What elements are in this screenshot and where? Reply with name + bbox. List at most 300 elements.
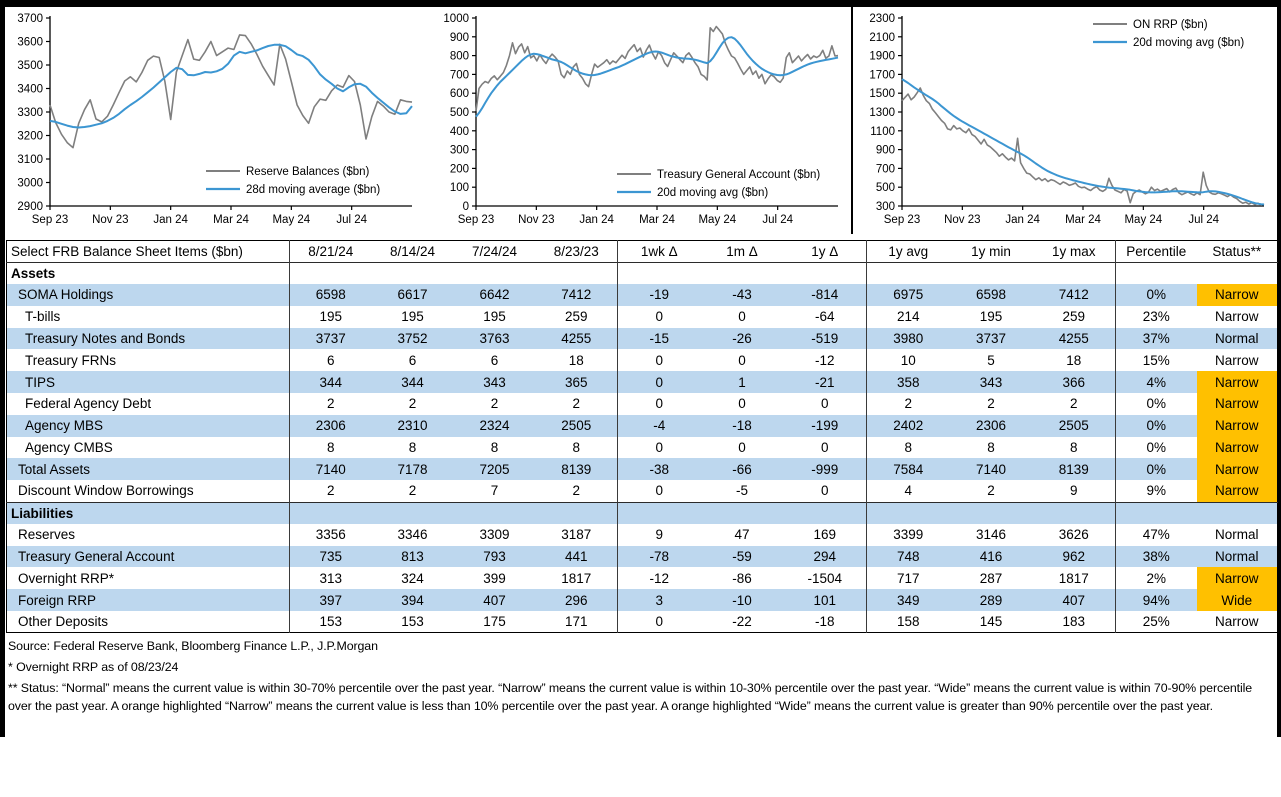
value-cell: 9% [1116, 480, 1197, 502]
status-cell: Narrow [1197, 371, 1278, 393]
y-tick-label: 3700 [17, 13, 43, 25]
value-cell: 4 [867, 480, 950, 502]
table-row [7, 306, 1278, 328]
value-cell: 9 [618, 524, 701, 546]
value-cell: 1817 [561, 570, 592, 586]
value-cell [784, 502, 867, 524]
value-cell [950, 262, 1033, 284]
row-label: Treasury Notes and Bonds [25, 331, 186, 347]
value-cell: 344 [401, 374, 424, 390]
x-tick-label: Jul 24 [336, 214, 368, 226]
footnotes [8, 638, 1274, 719]
y-tick-label: 300 [449, 144, 469, 157]
value-cell: -814 [811, 287, 839, 303]
table-row [7, 393, 1278, 415]
value-cell: 25% [1116, 611, 1197, 633]
value-cell [867, 262, 950, 284]
y-tick-label: 200 [449, 163, 469, 176]
chart-reserve-balances [6, 8, 420, 234]
value-cell: 6 [408, 352, 417, 368]
value-cell: 962 [1062, 549, 1086, 565]
value-cell: 2306 [975, 418, 1007, 434]
value-cell: 2 [290, 393, 372, 415]
table-row [7, 611, 1278, 633]
table-row [7, 284, 1278, 306]
value-cell: 175 [483, 614, 506, 630]
value-cell: -21 [814, 374, 835, 390]
y-tick-label: 1900 [869, 50, 895, 63]
y-tick-label: 3100 [17, 154, 43, 166]
column-header: 8/14/24 [389, 243, 436, 259]
value-cell: -38 [618, 458, 701, 480]
value-cell: -18 [814, 614, 835, 630]
column-header: Status** [1212, 243, 1262, 259]
series-line-line_blue [50, 45, 412, 128]
reserve-balances-plot [6, 8, 420, 234]
value-cell: 18 [568, 352, 584, 368]
value-cell: 3737 [975, 331, 1007, 347]
value-cell: 259 [564, 309, 588, 325]
value-cell: 0 [618, 611, 701, 633]
value-cell: 7412 [561, 287, 592, 303]
value-cell: 37% [1116, 328, 1197, 350]
value-cell: 7178 [397, 461, 428, 477]
column-header: 8/23/23 [553, 243, 599, 259]
row-label: Agency CMBS [25, 440, 113, 456]
table-row [7, 524, 1278, 546]
y-tick-label: 1500 [869, 88, 895, 101]
y-tick-label: 1100 [870, 125, 895, 138]
source-note: Source: Federal Reserve Bank, Bloomberg Finance L.P., J.P.Morgan [8, 639, 378, 653]
rrp-asof-note: * Overnight RRP as of 08/23/24 [8, 659, 179, 674]
value-cell: -12 [814, 352, 835, 368]
value-cell [454, 502, 536, 524]
row-label: Treasury FRNs [25, 352, 117, 368]
value-cell: 18 [1066, 352, 1082, 368]
row-label: Reserves [18, 527, 76, 543]
row-label: Overnight RRP* [18, 570, 115, 586]
value-cell [867, 502, 950, 524]
value-cell [1116, 502, 1197, 524]
legend-label: 28d moving average ($bn) [246, 184, 381, 196]
table-row [7, 349, 1278, 371]
value-cell: 169 [813, 527, 837, 543]
y-tick-label: 900 [875, 144, 895, 157]
treasury-general-account-plot [432, 8, 846, 234]
series-line-line_gray [476, 27, 838, 112]
value-cell: 0 [738, 352, 746, 368]
row-label: Assets [11, 265, 56, 281]
row-label: Other Deposits [18, 614, 109, 630]
x-tick-label: Sep 23 [31, 214, 69, 226]
value-cell: 6975 [867, 284, 950, 306]
value-cell: 397 [290, 589, 372, 611]
value-cell: 8 [1069, 440, 1078, 456]
value-cell: 4255 [1058, 331, 1089, 347]
value-cell [536, 262, 618, 284]
value-cell: -12 [618, 567, 701, 589]
y-tick-label: 2900 [17, 201, 43, 213]
value-cell [454, 262, 536, 284]
x-tick-label: Jan 24 [579, 214, 614, 226]
value-cell: -999 [811, 461, 839, 477]
value-cell [618, 262, 701, 284]
y-tick-label: 2100 [869, 31, 895, 44]
row-label: SOMA Holdings [18, 287, 114, 303]
value-cell: 7412 [1058, 287, 1089, 303]
status-cell [1197, 502, 1278, 524]
value-cell: 0 [820, 483, 829, 499]
value-cell: 0% [1116, 437, 1197, 459]
value-cell: 6617 [397, 287, 428, 303]
legend-label: 20d moving avg ($bn) [1133, 37, 1245, 49]
value-cell [372, 262, 454, 284]
value-cell: 0 [618, 371, 701, 393]
row-label: Federal Agency Debt [25, 396, 152, 412]
value-cell: 0 [738, 396, 746, 412]
value-cell: -43 [732, 287, 752, 303]
value-cell: 2 [1069, 396, 1078, 412]
value-cell: -78 [618, 546, 701, 568]
column-header: 1wk Δ [618, 241, 701, 263]
charts-row [6, 8, 1272, 234]
column-header: 8/21/24 [290, 241, 372, 263]
chart-on-rrp [858, 8, 1272, 234]
y-tick-label: 600 [449, 88, 469, 101]
x-tick-label: Sep 23 [457, 214, 495, 226]
value-cell: 0 [820, 440, 829, 456]
series-line-line_gray [50, 35, 412, 148]
value-cell: 0 [618, 393, 701, 415]
value-cell: 145 [979, 614, 1003, 630]
column-header: 1y avg [867, 241, 950, 263]
value-cell: 3 [618, 589, 701, 611]
y-tick-label: 0 [462, 201, 469, 213]
y-tick-label: 100 [449, 182, 469, 195]
x-tick-label: Jul 24 [1188, 214, 1220, 226]
value-cell: 407 [483, 592, 506, 608]
value-cell: 214 [867, 306, 950, 328]
value-cell: -18 [732, 418, 752, 434]
value-cell: 195 [979, 309, 1003, 325]
frame-left-border [0, 0, 5, 737]
value-cell: 3763 [479, 331, 510, 347]
value-cell: 158 [867, 611, 950, 633]
value-cell [701, 502, 784, 524]
value-cell: 259 [1062, 309, 1086, 325]
value-cell: 2505 [1058, 418, 1089, 434]
value-cell: 3752 [397, 331, 428, 347]
value-cell: 3309 [479, 527, 510, 543]
value-cell: 365 [564, 374, 588, 390]
value-cell: 23% [1116, 306, 1197, 328]
value-cell [701, 262, 784, 284]
y-tick-label: 500 [875, 182, 895, 195]
y-tick-label: 900 [449, 31, 469, 44]
value-cell: -26 [732, 331, 752, 347]
row-label: Liabilities [11, 505, 74, 521]
y-tick-label: 3300 [17, 107, 43, 119]
column-header: 1m Δ [726, 243, 758, 259]
status-cell: Narrow [1214, 352, 1259, 368]
value-cell: 0 [618, 437, 701, 459]
value-cell: 6642 [479, 287, 510, 303]
value-cell: 0 [738, 309, 746, 325]
value-cell: 7 [490, 483, 499, 499]
value-cell: 195 [290, 306, 372, 328]
value-cell [1033, 262, 1116, 284]
status-cell: Narrow [1214, 614, 1259, 630]
status-cell: Narrow [1197, 458, 1278, 480]
status-definition-note: ** Status: “Normal” means the current value is within 30-70% percentile over the past year. “Narrow” means the current value is within 10-30% percentile over the past year. “Wide” means the current value is within 70-90% percentile over the past year. A orange highlighted “Narrow” means the current value is less than 10% percentile over the past year. A orange highlighted “Wide” means the current value is greater than 90% percentile over the past year. [8, 680, 1253, 713]
value-cell: 289 [979, 592, 1003, 608]
value-cell: 416 [979, 549, 1003, 565]
y-tick-label: 3200 [17, 130, 43, 143]
x-tick-label: Mar 24 [213, 214, 249, 226]
value-cell: 8 [867, 437, 950, 459]
value-cell: 407 [1062, 592, 1086, 608]
value-cell: 3146 [975, 527, 1007, 543]
value-cell: 3626 [1058, 527, 1089, 543]
table-row [7, 567, 1278, 589]
value-cell: 399 [483, 570, 506, 586]
value-cell: 366 [1062, 374, 1086, 390]
value-cell: 5 [987, 352, 995, 368]
x-tick-label: Jan 24 [1005, 214, 1040, 226]
y-tick-label: 3400 [17, 83, 43, 96]
y-tick-label: 700 [875, 163, 895, 176]
x-tick-label: Nov 23 [92, 214, 129, 226]
value-cell: 94% [1116, 589, 1197, 611]
x-tick-label: Jul 24 [762, 214, 794, 226]
value-cell: 2 [290, 480, 372, 502]
value-cell: 2402 [867, 415, 950, 437]
value-cell: 8 [572, 440, 580, 456]
x-tick-label: Mar 24 [639, 214, 675, 226]
value-cell: 6598 [290, 284, 372, 306]
value-cell: 171 [564, 614, 588, 630]
chart-treasury-general-account [432, 8, 846, 234]
value-cell: -1504 [807, 570, 843, 586]
frame-top-border [0, 0, 1281, 7]
status-cell: Narrow [1197, 393, 1278, 415]
value-cell [290, 262, 372, 284]
table-row [7, 415, 1278, 437]
value-cell: 9 [1069, 483, 1078, 499]
value-cell: 344 [290, 371, 372, 393]
value-cell [290, 502, 372, 524]
status-cell: Normal [1214, 331, 1259, 347]
row-label: TIPS [25, 374, 56, 390]
row-label: Agency MBS [25, 418, 104, 434]
value-cell: 153 [290, 611, 372, 633]
table-row [7, 328, 1278, 350]
row-label: Total Assets [18, 461, 91, 477]
value-cell: 0 [820, 396, 829, 412]
x-tick-label: May 24 [272, 214, 311, 226]
row-label: Treasury General Account [18, 549, 175, 565]
value-cell: 3187 [561, 527, 592, 543]
legend-label: 20d moving avg ($bn) [657, 187, 769, 199]
value-cell: 7140 [290, 458, 372, 480]
value-cell: 2 [408, 396, 417, 412]
row-label: Discount Window Borrowings [18, 483, 194, 499]
column-header: Percentile [1116, 241, 1197, 263]
value-cell: 343 [979, 374, 1003, 390]
value-cell: 153 [401, 614, 424, 630]
value-cell: 8 [290, 437, 372, 459]
row-label: T-bills [25, 309, 61, 325]
value-cell: 2% [1116, 567, 1197, 589]
value-cell: 2 [987, 396, 995, 412]
x-tick-label: Sep 23 [883, 214, 921, 226]
y-tick-label: 800 [449, 50, 469, 63]
x-tick-label: May 24 [1124, 214, 1163, 226]
y-tick-label: 3000 [17, 177, 43, 190]
value-cell [1116, 262, 1197, 284]
value-cell: 0% [1116, 393, 1197, 415]
value-cell: 717 [867, 567, 950, 589]
y-tick-label: 300 [875, 201, 895, 213]
value-cell: 441 [564, 549, 588, 565]
status-cell: Wide [1197, 589, 1278, 611]
table-row [7, 371, 1278, 393]
value-cell: 195 [401, 309, 424, 325]
value-cell: 349 [867, 589, 950, 611]
value-cell: 4255 [561, 331, 592, 347]
legend-label: Treasury General Account ($bn) [657, 169, 821, 181]
value-cell: 296 [564, 592, 588, 608]
status-cell: Narrow [1197, 480, 1278, 502]
y-tick-label: 1300 [869, 107, 895, 119]
value-cell: 15% [1116, 349, 1197, 371]
table-title-cell: Select FRB Balance Sheet Items ($bn) [11, 243, 243, 259]
value-cell: 2 [867, 393, 950, 415]
section-row [7, 262, 1278, 284]
value-cell: 2324 [479, 418, 510, 434]
value-cell: 8 [987, 440, 995, 456]
series-line-line_blue [902, 79, 1264, 204]
status-cell: Normal [1214, 527, 1259, 543]
value-cell: 8 [490, 440, 499, 456]
value-cell: 38% [1116, 546, 1197, 568]
value-cell: -10 [732, 592, 752, 608]
series-line-line_gray [902, 88, 1264, 205]
value-cell: 294 [813, 549, 837, 565]
value-cell: -64 [814, 309, 835, 325]
value-cell [950, 502, 1033, 524]
status-cell: Narrow [1197, 284, 1278, 306]
status-cell: Narrow [1214, 309, 1259, 325]
row-label: Foreign RRP [18, 592, 97, 608]
status-cell: Narrow [1197, 437, 1278, 459]
status-cell [1197, 262, 1278, 284]
value-cell: 0 [618, 480, 701, 502]
value-cell: 313 [290, 567, 372, 589]
value-cell: 0% [1116, 415, 1197, 437]
value-cell: 0% [1116, 458, 1197, 480]
value-cell: 2505 [561, 418, 592, 434]
value-cell: 2306 [290, 415, 372, 437]
section-row [7, 502, 1278, 524]
column-header: 1y Δ [811, 243, 839, 259]
value-cell: 7205 [479, 461, 510, 477]
y-tick-label: 1000 [443, 13, 469, 25]
table-row [7, 480, 1278, 502]
value-cell: 0 [618, 349, 701, 371]
x-tick-label: Nov 23 [518, 214, 555, 226]
value-cell: 748 [867, 546, 950, 568]
column-header: 1y min [971, 243, 1011, 259]
value-cell: 7584 [867, 458, 950, 480]
value-cell: 793 [483, 549, 506, 565]
value-cell: 394 [401, 592, 424, 608]
on-rrp-plot [858, 8, 1272, 234]
value-cell: -19 [618, 284, 701, 306]
value-cell: 6 [290, 349, 372, 371]
value-cell: 101 [813, 592, 837, 608]
y-tick-label: 2300 [869, 13, 895, 25]
value-cell: 47 [734, 527, 750, 543]
legend-label: Reserve Balances ($bn) [246, 166, 370, 178]
value-cell: 324 [401, 570, 424, 586]
value-cell [784, 262, 867, 284]
value-cell: 195 [483, 309, 506, 325]
value-cell [618, 502, 701, 524]
value-cell: -5 [735, 483, 748, 499]
value-cell: 2 [572, 396, 580, 412]
value-cell: 8139 [1058, 461, 1089, 477]
y-tick-label: 500 [449, 107, 469, 119]
value-cell: 2 [572, 483, 580, 499]
value-cell: 8139 [561, 461, 592, 477]
value-cell: 4% [1116, 371, 1197, 393]
value-cell: 183 [1062, 614, 1086, 630]
table-header-row [7, 241, 1278, 263]
column-header: 1y max [1051, 243, 1096, 259]
value-cell: 3399 [867, 524, 950, 546]
legend-label: ON RRP ($bn) [1133, 19, 1208, 31]
value-cell: -59 [732, 549, 752, 565]
value-cell: 343 [483, 374, 506, 390]
value-cell: 8 [408, 440, 417, 456]
value-cell: 0 [618, 306, 701, 328]
y-tick-label: 3500 [17, 60, 43, 72]
value-cell: -22 [732, 614, 752, 630]
value-cell: 0 [738, 440, 746, 456]
balance-sheet-table [6, 240, 1278, 633]
value-cell: 3737 [290, 328, 372, 350]
value-cell: -86 [732, 570, 752, 586]
x-tick-label: Mar 24 [1065, 214, 1101, 226]
column-header: 7/24/24 [471, 243, 518, 259]
value-cell [372, 502, 454, 524]
value-cell: -15 [618, 328, 701, 350]
status-cell: Narrow [1197, 567, 1278, 589]
value-cell: -199 [811, 418, 839, 434]
value-cell: -4 [618, 415, 701, 437]
value-cell: 1 [738, 374, 746, 390]
value-cell: 358 [867, 371, 950, 393]
status-cell: Normal [1214, 549, 1259, 565]
value-cell: 2 [987, 483, 995, 499]
value-cell: -66 [732, 461, 752, 477]
value-cell [536, 502, 618, 524]
x-tick-label: Nov 23 [944, 214, 981, 226]
value-cell: 735 [290, 546, 372, 568]
value-cell: 3356 [290, 524, 372, 546]
value-cell: 1817 [1058, 570, 1089, 586]
